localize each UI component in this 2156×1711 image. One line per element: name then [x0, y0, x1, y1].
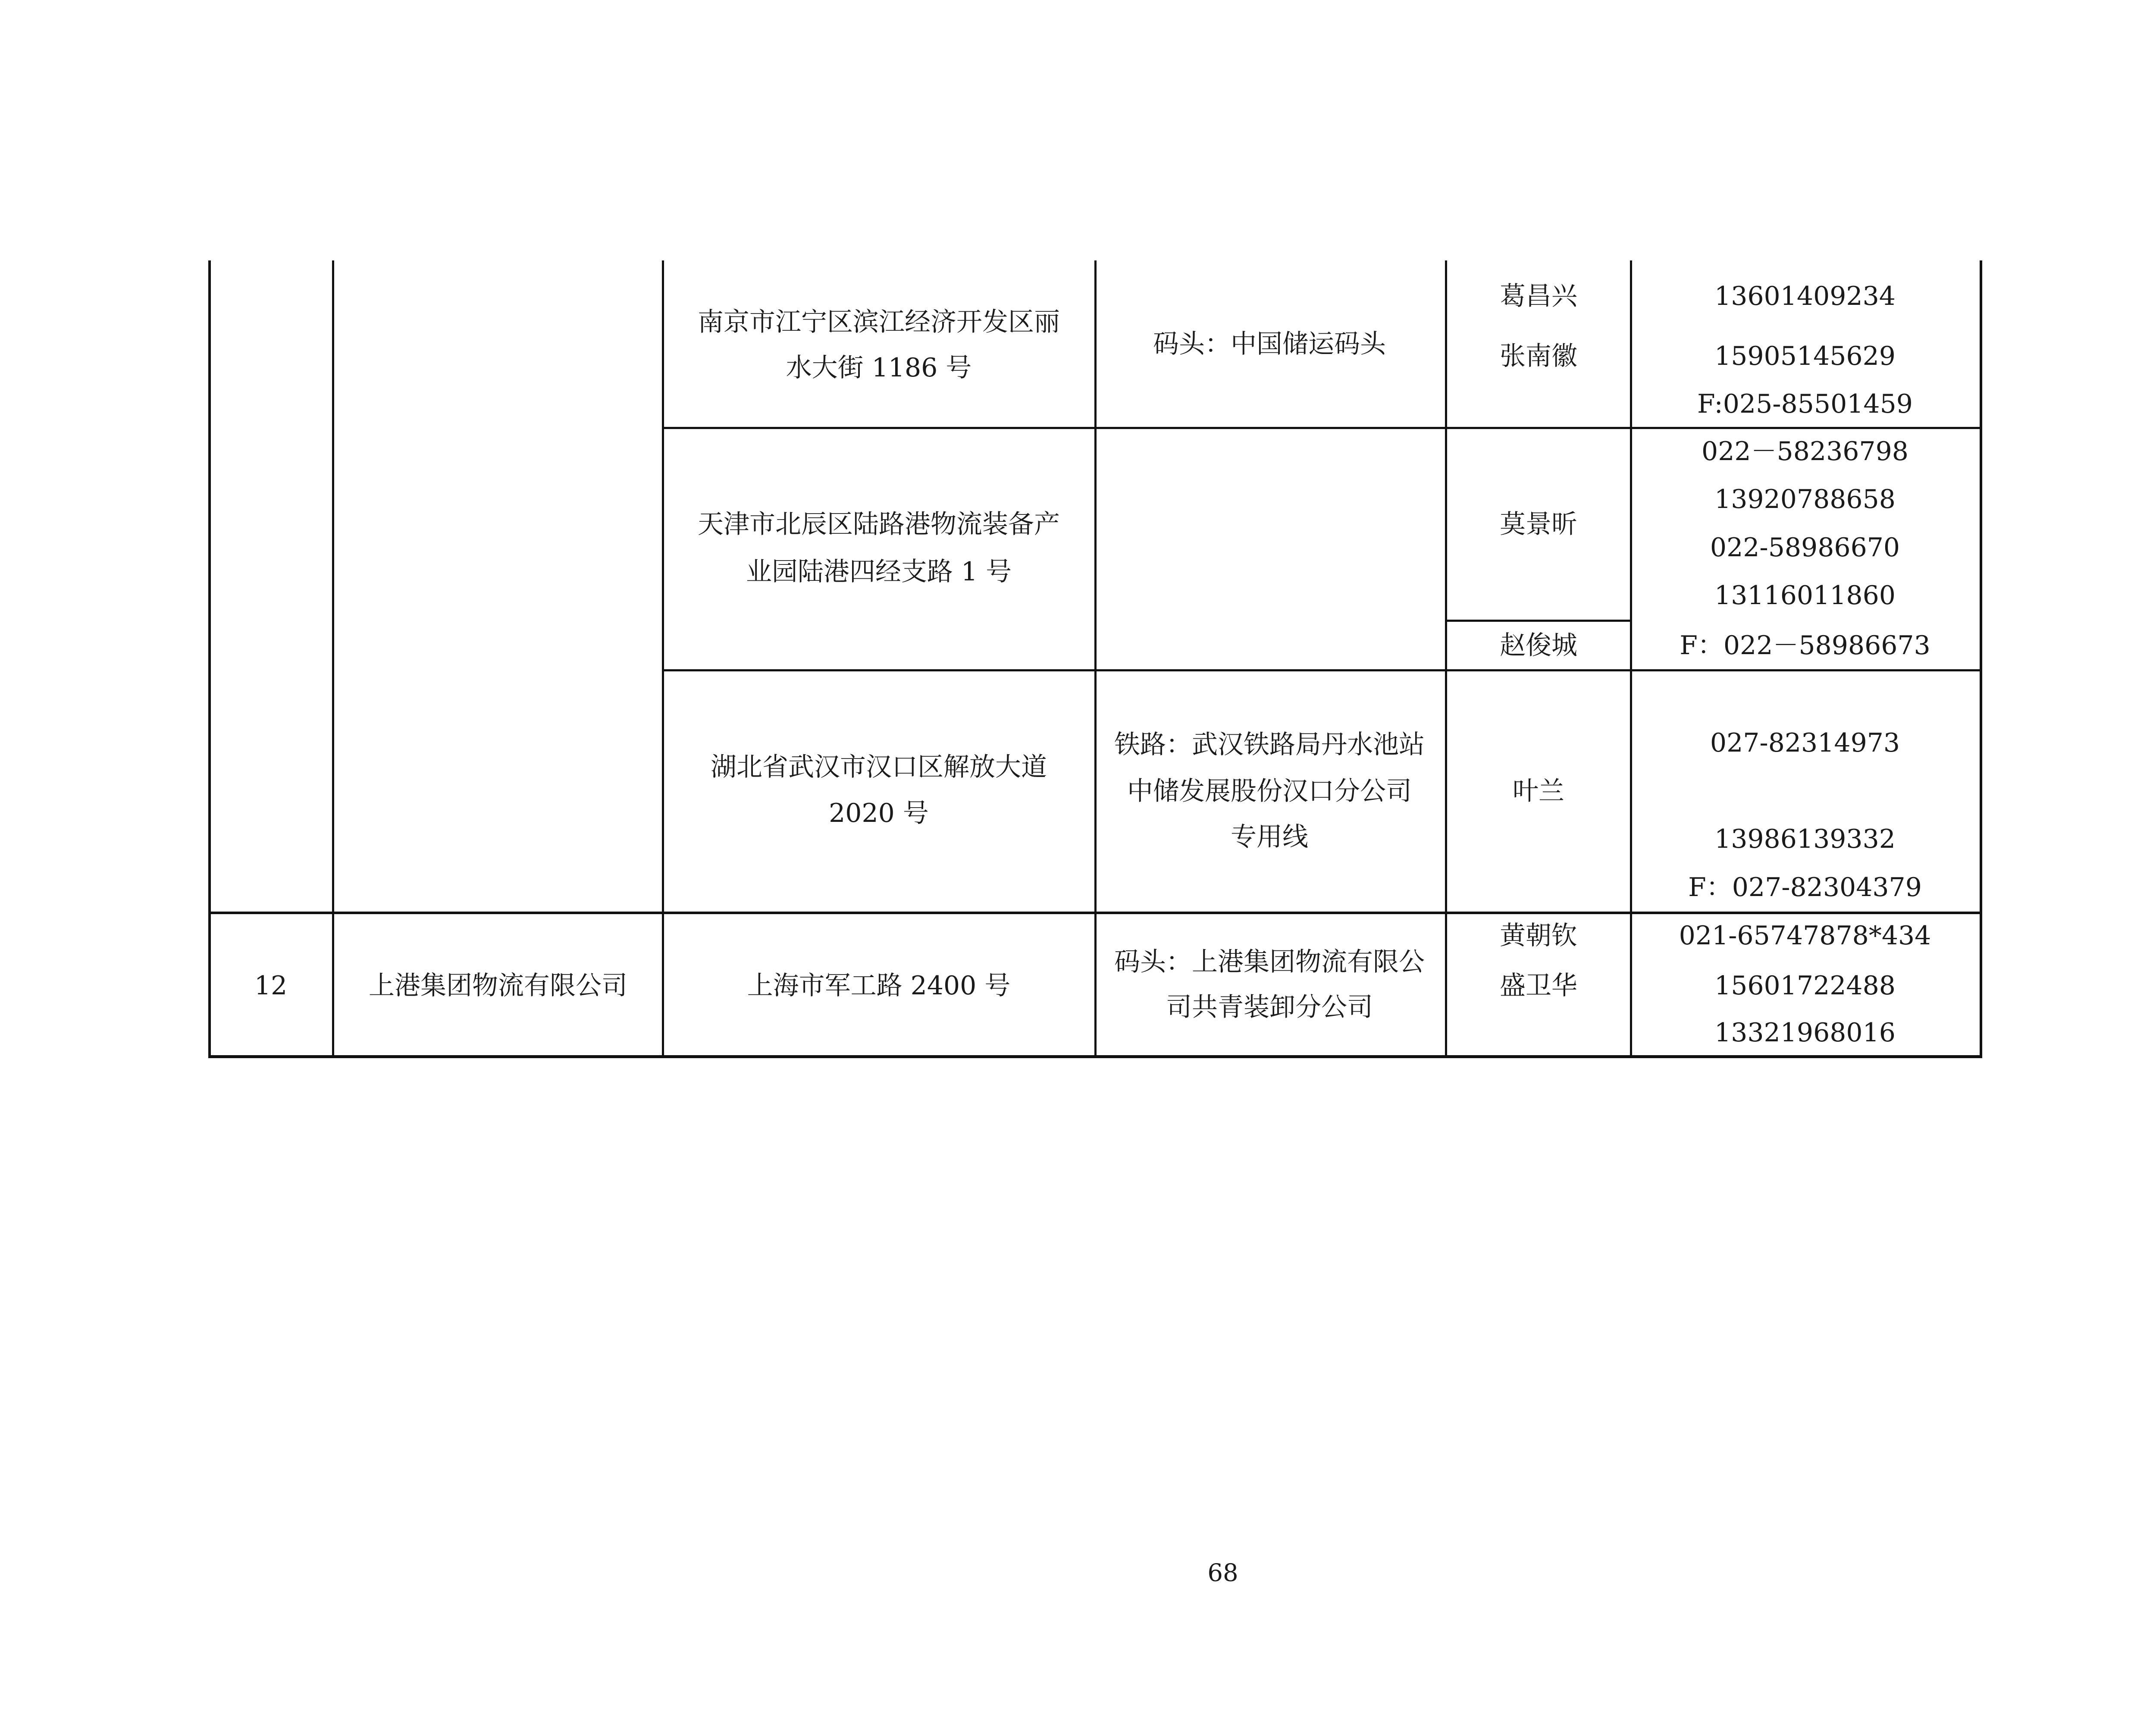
- contact-split-divider: [1445, 620, 1632, 622]
- contact-name: 盛卫华: [1500, 971, 1577, 1001]
- row-index: 12: [254, 971, 288, 1001]
- phone-number: 021-65747878*434: [1679, 921, 1931, 951]
- address-line: 天津市北辰区陆路港物流装备产: [698, 509, 1060, 539]
- fax-number: F:025-85501459: [1697, 389, 1913, 419]
- phone-number: 15905145629: [1714, 341, 1896, 371]
- contact-name: 莫景昕: [1500, 509, 1577, 539]
- phone-number: 022-58986670: [1710, 533, 1900, 563]
- terminal-line: 铁路：武汉铁路局丹水池站: [1114, 730, 1425, 760]
- row-divider: [662, 669, 1982, 671]
- table-border-left: [208, 260, 211, 1058]
- terminal-line: 中储发展股份汉口分公司: [1127, 776, 1412, 806]
- column-divider: [332, 260, 334, 1058]
- terminal-line: 码头：中国储运码头: [1153, 329, 1386, 359]
- terminal-line: 码头：上港集团物流有限公: [1114, 947, 1425, 977]
- column-divider: [1630, 260, 1632, 1058]
- contact-name: 张南徽: [1500, 341, 1577, 371]
- fax-number: F：027-82304379: [1688, 872, 1922, 903]
- address-line: 业园陆港四经支路 1 号: [746, 557, 1012, 587]
- column-divider: [1445, 260, 1447, 1058]
- contact-name: 赵俊城: [1500, 630, 1577, 661]
- phone-number: 13986139332: [1714, 824, 1896, 854]
- address-line: 水大街 1186 号: [786, 353, 972, 383]
- company-name: 上港集团物流有限公司: [369, 971, 627, 1001]
- phone-number: 027-82314973: [1710, 728, 1900, 758]
- phone-number: 022－58236798: [1702, 436, 1908, 467]
- phone-number: 13920788658: [1714, 484, 1896, 514]
- contact-name: 叶兰: [1513, 776, 1564, 806]
- table-border-right: [1980, 260, 1982, 1058]
- phone-number: 13321968016: [1714, 1018, 1896, 1048]
- terminal-line: 司共青装卸分公司: [1166, 992, 1373, 1022]
- column-divider: [1094, 260, 1097, 1058]
- address-line: 2020 号: [829, 798, 929, 828]
- fax-number: F：022－58986673: [1680, 630, 1930, 661]
- terminal-line: 专用线: [1231, 822, 1308, 852]
- address-line: 上海市军工路 2400 号: [747, 971, 1011, 1001]
- page-number: 68: [1207, 1559, 1238, 1587]
- contact-name: 黄朝钦: [1500, 921, 1577, 951]
- address-line: 南京市江宁区滨江经济开发区丽: [698, 307, 1060, 337]
- column-divider: [662, 260, 664, 1058]
- row-divider: [208, 912, 1982, 914]
- phone-number: 13116011860: [1714, 580, 1896, 611]
- row-divider: [662, 427, 1982, 429]
- address-line: 湖北省武汉市汉口区解放大道: [711, 752, 1047, 782]
- phone-number: 15601722488: [1714, 971, 1896, 1001]
- table-border-bottom: [208, 1055, 1982, 1058]
- phone-number: 13601409234: [1714, 281, 1896, 311]
- contact-name: 葛昌兴: [1500, 281, 1577, 311]
- logistics-contact-table: [208, 260, 1982, 1058]
